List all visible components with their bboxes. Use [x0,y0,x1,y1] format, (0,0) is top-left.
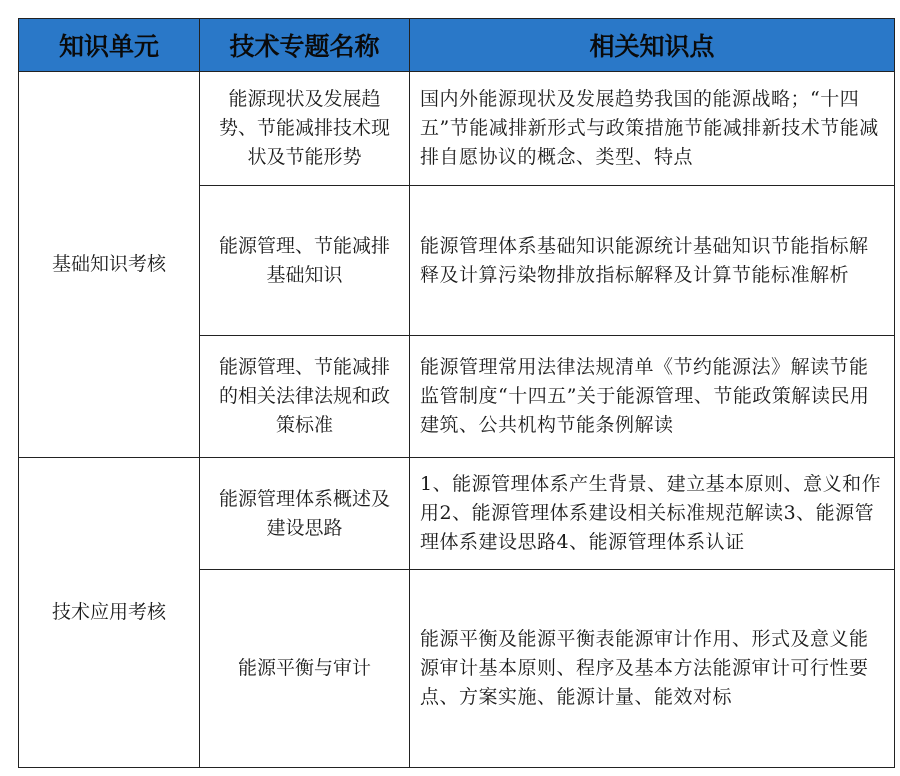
topic-cell: 能源现状及发展趋势、节能减排技术现状及节能形势 [200,72,410,186]
knowledge-points-cell: 1、能源管理体系产生背景、建立基本原则、意义和作用2、能源管理体系建设相关标准规范解读3、能源管理体系建设思路4、能源管理体系认证 [410,458,895,570]
header-topic-name: 技术专题名称 [200,19,410,72]
knowledge-table-container [18,18,894,768]
table-row [19,458,895,570]
header-knowledge-points: 相关知识点 [410,19,895,72]
knowledge-table [18,18,895,768]
knowledge-points-cell: 国内外能源现状及发展趋势我国的能源战略；“十四五”节能减排新形式与政策措施节能减排新技术节能减排自愿协议的概念、类型、特点 [410,72,895,186]
topic-cell: 能源平衡与审计 [200,570,410,768]
knowledge-points-cell: 能源平衡及能源平衡表能源审计作用、形式及意义能源审计基本原则、程序及基本方法能源审计可行性要点、方案实施、能源计量、能效对标 [410,570,895,768]
table-header-row [19,19,895,72]
knowledge-unit-cell: 技术应用考核 [19,458,200,768]
topic-cell: 能源管理、节能减排基础知识 [200,186,410,336]
topic-cell: 能源管理体系概述及建设思路 [200,458,410,570]
header-knowledge-unit: 知识单元 [19,19,200,72]
topic-cell: 能源管理、节能减排的相关法律法规和政策标准 [200,336,410,458]
knowledge-points-cell: 能源管理体系基础知识能源统计基础知识节能指标解释及计算污染物排放指标解释及计算节能标准解析 [410,186,895,336]
knowledge-points-cell: 能源管理常用法律法规清单《节约能源法》解读节能监管制度“十四五”关于能源管理、节能政策解读民用建筑、公共机构节能条例解读 [410,336,895,458]
table-row [19,72,895,186]
knowledge-unit-cell: 基础知识考核 [19,72,200,458]
